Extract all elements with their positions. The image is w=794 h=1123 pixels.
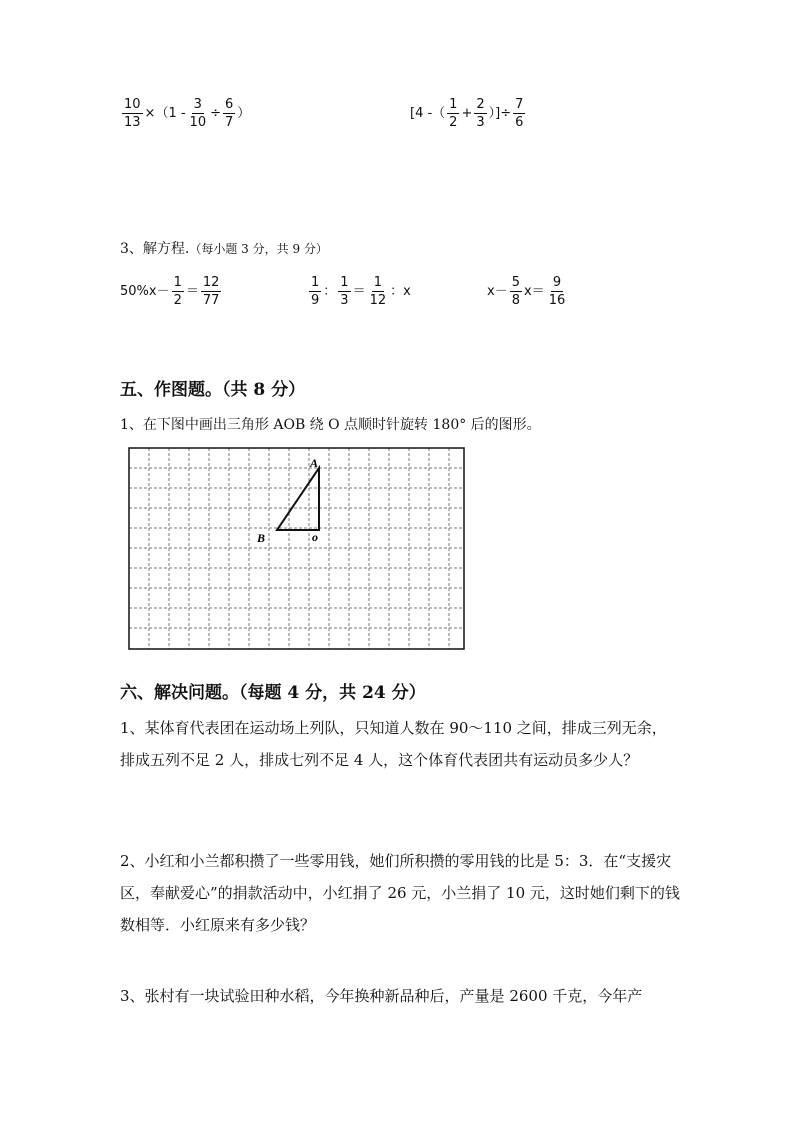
equation-1: 50%x－ $\frac{1}{2}$ ＝ $\frac{12}{77}$ [120,275,220,308]
drawing-grid [128,447,466,651]
fraction: $\frac{1}{9}$ [311,275,320,308]
fraction: $\frac{5}{8}$ [511,275,520,308]
fraction: $\frac{2}{3}$ [476,97,485,130]
label-a: A [310,456,319,470]
fraction: $\frac{12}{77}$ [202,275,220,308]
fraction: $\frac{1}{2}$ [173,275,182,308]
section-6-question-3: 3、张村有一块试验田种水稻，今年换种新品种后，产量是 2600 千克，今年产 [120,987,643,1005]
fraction: $\frac{3}{10}$ [189,97,207,130]
fraction: $\frac{1}{12}$ [369,275,387,308]
fraction: $\frac{1}{2}$ [449,97,458,130]
section-6-heading: 六、解决问题。（每题 4 分，共 24 分） [120,683,426,703]
triangle-aob [277,468,319,530]
section-5-question-1: 1、在下图中画出三角形 AOB 绕 O 点顺时针旋转 180° 后的图形。 [120,417,541,433]
equations-title: 3、解方程.（每小题 3 分，共 9 分） [120,241,328,257]
calc-expression-1: $\frac{10}{13}$ ×（1 - $\frac{3}{10}$ ÷ $\frac{6}{7}$ ） [124,97,251,130]
label-o: o [312,530,318,544]
fraction: $\frac{9}{16}$ [548,275,566,308]
grid-lines [129,448,464,649]
section-6-question-2: 2、小红和小兰都积攒了一些零用钱，她们所积攒的零用钱的比是 5：3．在“支援灾区，奉献爱心”的捐款活动中，小红捐了 26 元，小兰捐了 10 元，这时她们剩下的钱数相等．小红原来有多少钱？ [120,852,680,934]
section-5-heading: 五、作图题。（共 8 分） [120,380,306,400]
label-b: B [257,531,266,545]
fraction: $\frac{10}{13}$ [124,97,141,130]
equation-2: $\frac{1}{9}$ ： $\frac{1}{3}$ ＝ $\frac{1}{12}$ ：x [311,275,411,308]
fraction: $\frac{7}{6}$ [515,97,524,130]
fraction: $\frac{6}{7}$ [225,97,234,130]
calc-expression-2: [4 -（ $\frac{1}{2}$ + $\frac{2}{3}$ ）]÷ $\frac{7}{6}$ [410,97,524,130]
fraction: $\frac{1}{3}$ [340,275,349,308]
equation-3: x－ $\frac{5}{8}$ x＝ $\frac{9}{16}$ [487,275,566,308]
section-6-question-1: 1、某体育代表团在运动场上列队，只知道人数在 90～110 之间，排成三列无余，排成五列不足 2 人，排成七列不足 4 人，这个体育代表团共有运动员多少人？ [120,719,667,769]
